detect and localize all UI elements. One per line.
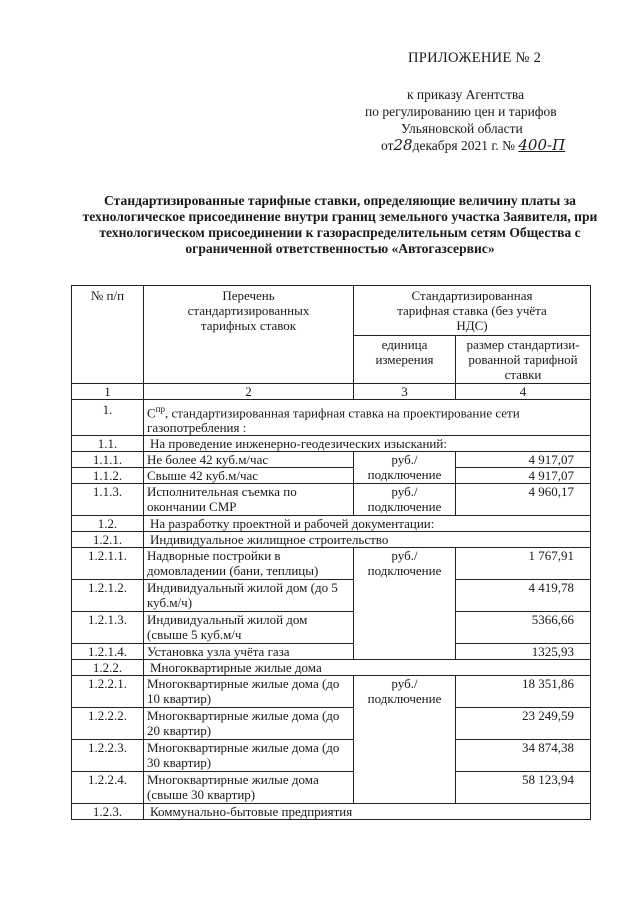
order-number: 400-П <box>518 136 566 154</box>
order-date-prefix: от <box>381 138 394 153</box>
row-value: 58 123,94 <box>456 772 591 804</box>
row-num: 1.2.2.2. <box>72 708 144 740</box>
row-unit: руб./ подключение <box>354 452 456 484</box>
row-text: На проведение инженерно-геодезических изысканий: <box>144 436 591 452</box>
table-row <box>72 772 591 804</box>
header-num: № п/п <box>72 286 144 384</box>
row-text: Многоквартирные жилые дома (до 10 квартир) <box>144 676 354 708</box>
row-num: 1.1.3. <box>72 484 144 516</box>
row-text: На разработку проектной и рабочей документации: <box>144 516 591 532</box>
row-value: 4 419,78 <box>456 580 591 612</box>
row-value: 4 917,07 <box>456 468 591 484</box>
row-num: 1.2.2.1. <box>72 676 144 708</box>
row-text: Многоквартирные жилые дома <box>144 660 591 676</box>
row-value: 1325,93 <box>456 644 591 660</box>
table-row <box>72 612 591 644</box>
row-unit: руб./ подключение <box>354 548 456 660</box>
table-row <box>72 548 591 580</box>
row-text: Многоквартирные жилые дома (до 30 квартир) <box>144 740 354 772</box>
row-num: 1.1.1. <box>72 452 144 468</box>
order-date-middle: декабря 2021 г. № <box>412 138 516 153</box>
tariff-table <box>71 285 591 820</box>
row-value: 4 960,17 <box>456 484 591 516</box>
row-num: 1.2.1.4. <box>72 644 144 660</box>
tariff-symbol: С <box>147 405 156 421</box>
table-row <box>72 804 591 820</box>
row-text: Коммунально-бытовые предприятия <box>144 804 591 820</box>
row-num: 1.2. <box>72 516 144 532</box>
table-row <box>72 660 591 676</box>
table-row <box>72 532 591 548</box>
row-text: Индивидуальное жилищное строительство <box>144 532 591 548</box>
table-row <box>72 644 591 660</box>
row-text: Свыше 42 куб.м/час <box>144 468 354 484</box>
order-line-2: по регулированию цен и тарифов <box>365 104 557 119</box>
row-text: Индивидуальный жилой дом (свыше 5 куб.м/ч <box>144 612 354 644</box>
row-num: 1.2.2. <box>72 660 144 676</box>
order-reference <box>355 86 615 154</box>
table-row <box>72 436 591 452</box>
row-text: Многоквартирные жилые дома (свыше 30 квартир) <box>144 772 354 804</box>
row-num: 1.1. <box>72 436 144 452</box>
row-unit: руб./ подключение <box>354 676 456 804</box>
row-num: 1.2.1.3. <box>72 612 144 644</box>
header-list: Перечень стандартизированных тарифных ставок <box>144 286 354 384</box>
row-text: Индивидуальный жилой дом (до 5 куб.м/ч) <box>144 580 354 612</box>
table-row <box>72 516 591 532</box>
row-num: 1. <box>72 400 144 436</box>
row-value: 23 249,59 <box>456 708 591 740</box>
row-unit: руб./ подключение <box>354 484 456 516</box>
row-value: 1 767,91 <box>456 548 591 580</box>
row-num: 1.2.1.2. <box>72 580 144 612</box>
table-row <box>72 468 591 484</box>
row-value: 4 917,07 <box>456 452 591 468</box>
header-unit: единица измерения <box>354 336 456 384</box>
row-text: Исполнительная съемка по окончании СМР <box>144 484 354 516</box>
tariff-superscript: пр <box>155 404 165 414</box>
row-text: Многоквартирные жилые дома (до 20 квартир) <box>144 708 354 740</box>
row-num: 1.1.2. <box>72 468 144 484</box>
order-line-3: Ульяновской области <box>401 121 523 136</box>
table-row <box>72 452 591 468</box>
document-title: Стандартизированные тарифные ставки, определяющие величину платы за технологическое присоединение внутри границ земельного участка Заявителя, при технологическом присоединении к газораспределительным сетям Общества с ограниченной ответственностью «Автогазсервис» <box>82 193 598 256</box>
table-row <box>72 400 591 436</box>
row-num: 1.2.1. <box>72 532 144 548</box>
col-number-2: 2 <box>144 384 354 400</box>
order-line-1: к приказу Агентства <box>407 87 525 102</box>
tariff-description: , стандартизированная тарифная ставка на проектирование сети газопотребления : <box>147 405 520 436</box>
table-row <box>72 580 591 612</box>
order-day: 28 <box>393 136 413 154</box>
order-date-line <box>355 137 615 154</box>
header-rate: Стандартизированная тарифная ставка (без учёта НДС) <box>354 286 591 336</box>
appendix-heading: ПРИЛОЖЕНИЕ № 2 <box>408 50 542 66</box>
row-text: Не более 42 куб.м/час <box>144 452 354 468</box>
row-num: 1.2.2.4. <box>72 772 144 804</box>
row-value: 18 351,86 <box>456 676 591 708</box>
row-text <box>144 400 591 436</box>
col-number-4: 4 <box>456 384 591 400</box>
row-value: 34 874,38 <box>456 740 591 772</box>
row-num: 1.2.2.3. <box>72 740 144 772</box>
header-row <box>72 286 591 336</box>
row-value: 5366,66 <box>456 612 591 644</box>
header-size: размер стандартизи-рованной тарифной ставки <box>456 336 591 384</box>
table-row <box>72 708 591 740</box>
col-number-1: 1 <box>72 384 144 400</box>
row-text: Надворные постройки в домовладении (бани, теплицы) <box>144 548 354 580</box>
table-row <box>72 676 591 708</box>
table-row <box>72 740 591 772</box>
column-numbers-row <box>72 384 591 400</box>
row-text: Установка узла учёта газа <box>144 644 354 660</box>
row-num: 1.2.1.1. <box>72 548 144 580</box>
table-row <box>72 484 591 516</box>
col-number-3: 3 <box>354 384 456 400</box>
row-num: 1.2.3. <box>72 804 144 820</box>
